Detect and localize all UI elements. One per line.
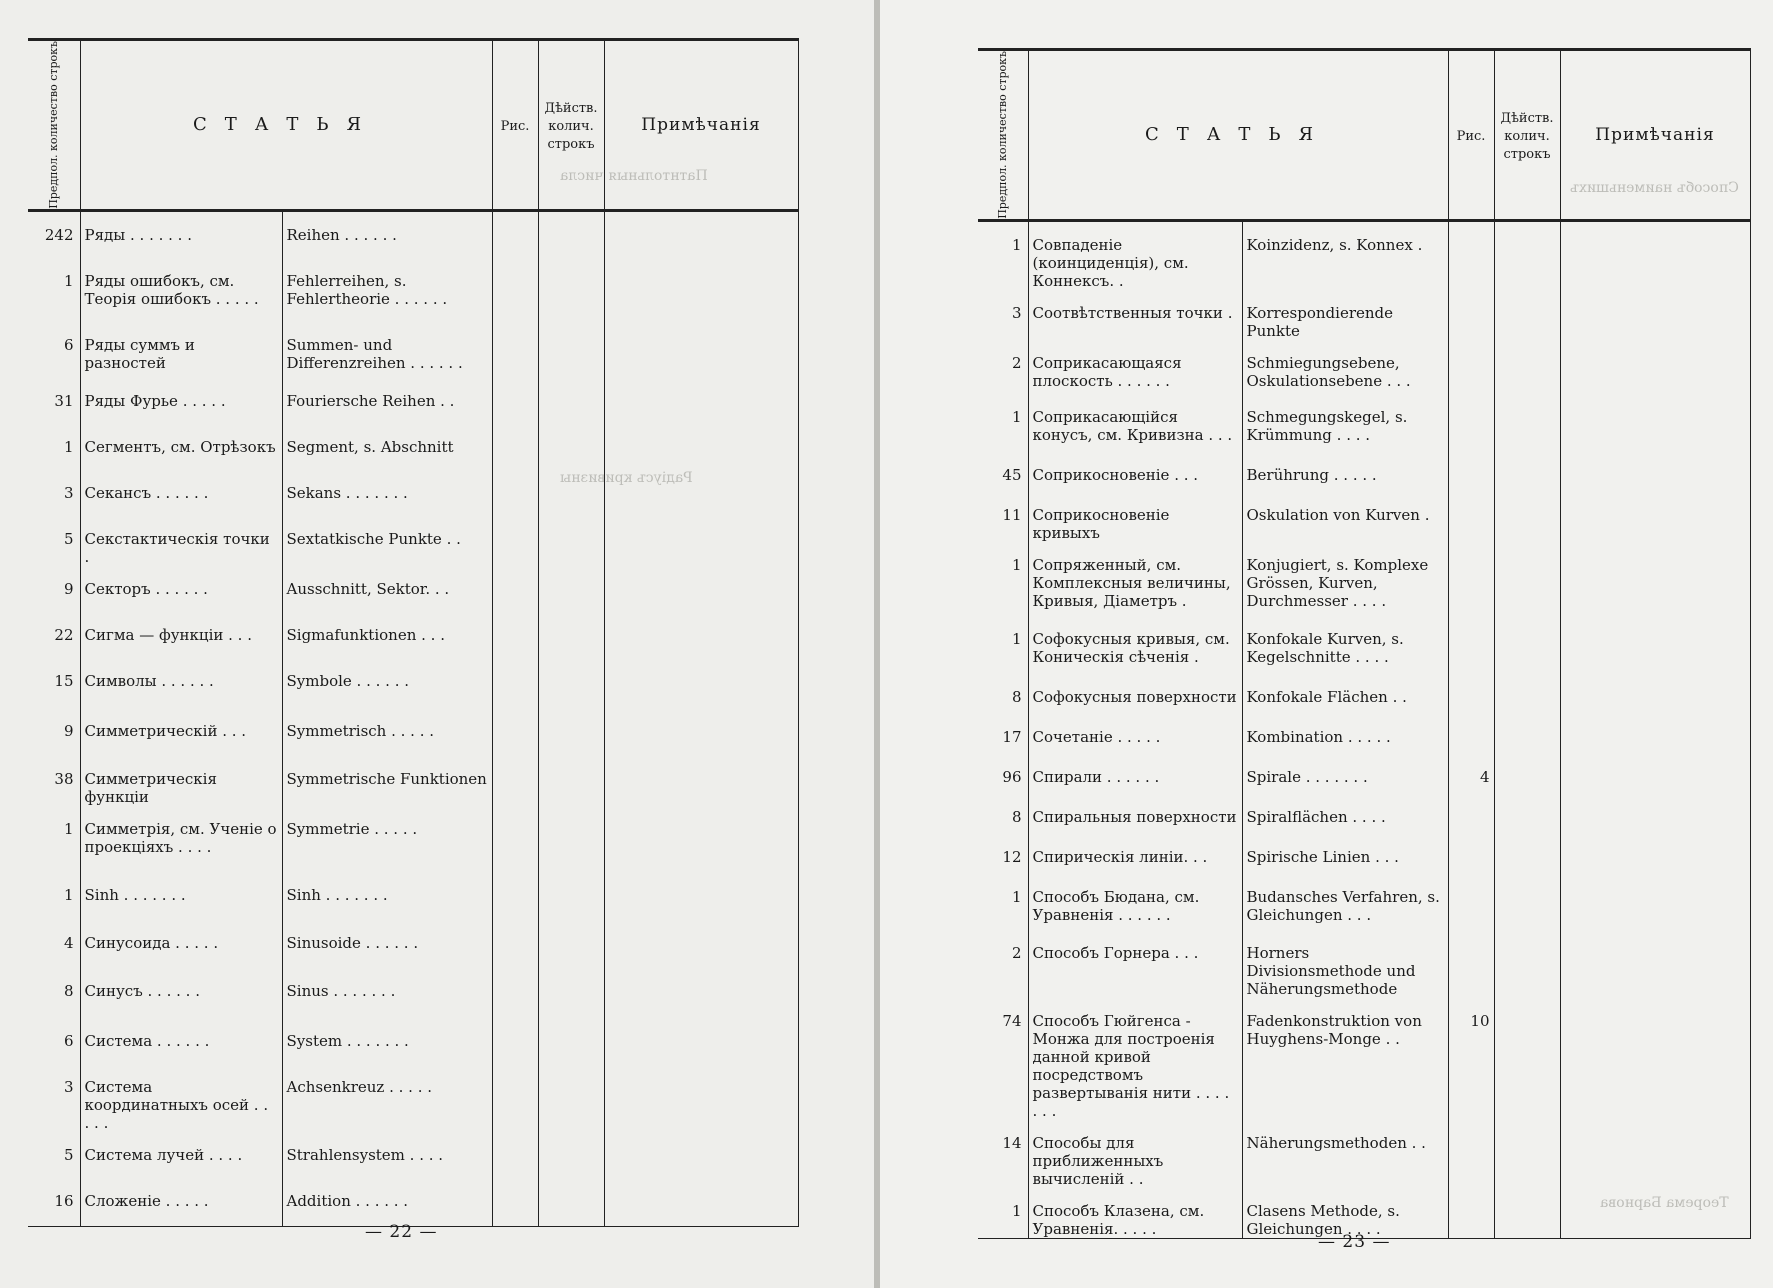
figure-count-cell	[492, 516, 538, 566]
actual-count-cell	[1494, 674, 1560, 714]
qty-cell: 1	[28, 258, 80, 322]
german-term-cell: Fehlerreihen, s. Fehlertheorie . . . . . .	[282, 258, 492, 322]
figure-count-cell	[1448, 1120, 1494, 1188]
german-term-cell: Kombination . . . . .	[1242, 714, 1448, 754]
figure-count-cell	[1448, 834, 1494, 874]
qty-cell: 5	[28, 1132, 80, 1178]
notes-cell	[604, 1132, 798, 1178]
figure-count-cell	[1448, 1188, 1494, 1239]
qty-cell: 74	[978, 998, 1028, 1120]
table-row	[978, 930, 1750, 998]
table-row	[978, 754, 1750, 794]
actual-count-cell	[1494, 714, 1560, 754]
actual-count-cell	[1494, 794, 1560, 834]
qty-cell: 4	[28, 920, 80, 968]
notes-cell	[604, 378, 798, 424]
russian-term-cell: Способъ Клазена, см. Уравненія. . . . .	[1028, 1188, 1242, 1239]
qty-cell: 1	[978, 874, 1028, 930]
russian-term-cell: Симметрическій . . .	[80, 708, 282, 756]
table-row	[978, 616, 1750, 674]
german-term-cell: Fadenkonstruktion von Huyghens-Monge . .	[1242, 998, 1448, 1120]
actual-count-cell	[1494, 290, 1560, 340]
actual-count-cell	[1494, 492, 1560, 542]
german-term-cell: Segment, s. Abschnitt	[282, 424, 492, 470]
table-row	[28, 1018, 798, 1064]
russian-term-cell: Сигма — функціи . . .	[80, 612, 282, 658]
german-term-cell: Konfokale Kurven, s. Kegelschnitte . . . .	[1242, 616, 1448, 674]
table-row	[978, 674, 1750, 714]
german-term-cell: Sinh . . . . . . .	[282, 872, 492, 920]
german-term-cell: Sinusoide . . . . . .	[282, 920, 492, 968]
actual-count-cell	[1494, 452, 1560, 492]
russian-term-cell: Софокусныя поверхности	[1028, 674, 1242, 714]
figure-count-cell: 10	[1448, 998, 1494, 1120]
table-row	[978, 834, 1750, 874]
german-term-cell: Spirale . . . . . . .	[1242, 754, 1448, 794]
table-row	[978, 394, 1750, 452]
german-term-cell: Ausschnitt, Sektor. . .	[282, 566, 492, 612]
german-term-cell: Fouriersche Reihen . .	[282, 378, 492, 424]
actual-count-cell	[1494, 340, 1560, 394]
figure-count-cell	[492, 258, 538, 322]
russian-term-cell: Система координатныхъ осей . . . . .	[80, 1064, 282, 1132]
figure-count-cell	[1448, 220, 1494, 290]
russian-term-cell: Способъ Гюйгенса - Монжа для построенія данной кривой посредствомъ развертыванія нити . . . . . . .	[1028, 998, 1242, 1120]
table-row	[28, 708, 798, 756]
qty-cell: 45	[978, 452, 1028, 492]
russian-term-cell: Секстактическія точки .	[80, 516, 282, 566]
german-term-cell: Strahlensystem . . . .	[282, 1132, 492, 1178]
qty-cell: 242	[28, 210, 80, 258]
actual-count-cell	[1494, 834, 1560, 874]
qty-cell: 8	[28, 968, 80, 1018]
notes-cell	[1560, 998, 1750, 1120]
russian-term-cell: Секторъ . . . . . .	[80, 566, 282, 612]
russian-term-cell: Символы . . . . . .	[80, 658, 282, 708]
notes-cell	[604, 1018, 798, 1064]
german-term-cell: Schmegungskegel, s. Krümmung . . . .	[1242, 394, 1448, 452]
table-row	[978, 542, 1750, 616]
table-row	[978, 874, 1750, 930]
russian-term-cell: Спиральныя поверхности	[1028, 794, 1242, 834]
qty-cell: 1	[28, 424, 80, 470]
russian-term-cell: Ряды ошибокъ, см. Теорія ошибокъ . . . . .	[80, 258, 282, 322]
qty-cell: 11	[978, 492, 1028, 542]
figure-count-cell	[1448, 616, 1494, 674]
table-row	[978, 714, 1750, 754]
russian-term-cell: Спирали . . . . . .	[1028, 754, 1242, 794]
russian-term-cell: Ряды суммъ и разностей	[80, 322, 282, 378]
notes-cell	[604, 1178, 798, 1226]
german-term-cell: Achsenkreuz . . . . .	[282, 1064, 492, 1132]
notes-cell	[1560, 794, 1750, 834]
actual-count-cell	[1494, 998, 1560, 1120]
actual-count-cell	[538, 872, 604, 920]
russian-term-cell: Способы для приближенныхъ вычисленій . .	[1028, 1120, 1242, 1188]
figure-count-cell	[1448, 874, 1494, 930]
figure-count-cell	[492, 708, 538, 756]
figure-count-cell	[1448, 930, 1494, 998]
qty-cell: 96	[978, 754, 1028, 794]
figure-count-cell	[1448, 340, 1494, 394]
bleed-through-text: Способъ наименьшихъ	[1570, 180, 1739, 196]
actual-count-cell	[538, 210, 604, 258]
table-row	[28, 516, 798, 566]
russian-term-cell: Ряды Фурье . . . . .	[80, 378, 282, 424]
actual-count-cell	[538, 258, 604, 322]
table-row	[28, 806, 798, 872]
actual-count-cell	[538, 708, 604, 756]
russian-term-cell: Способъ Горнера . . .	[1028, 930, 1242, 998]
german-term-cell: Addition . . . . . .	[282, 1178, 492, 1226]
table-row	[978, 452, 1750, 492]
left-page	[0, 0, 876, 1288]
qty-cell: 1	[978, 220, 1028, 290]
russian-term-cell: Софокусныя кривыя, см. Коническія сѣченія .	[1028, 616, 1242, 674]
col-header-qty: Предпол. количество строкъ	[978, 50, 1028, 221]
notes-cell	[1560, 674, 1750, 714]
table-row	[978, 794, 1750, 834]
notes-cell	[1560, 340, 1750, 394]
figure-count-cell	[492, 1178, 538, 1226]
notes-cell	[604, 516, 798, 566]
actual-count-cell	[538, 424, 604, 470]
russian-term-cell: Сложеніе . . . . .	[80, 1178, 282, 1226]
qty-cell: 2	[978, 930, 1028, 998]
notes-cell	[604, 1064, 798, 1132]
qty-cell: 6	[28, 322, 80, 378]
german-term-cell: Spiralflächen . . . .	[1242, 794, 1448, 834]
russian-term-cell: Sinh . . . . . . .	[80, 872, 282, 920]
actual-count-cell	[1494, 930, 1560, 998]
table-row	[978, 290, 1750, 340]
figure-count-cell	[1448, 794, 1494, 834]
german-term-cell: Symmetrie . . . . .	[282, 806, 492, 872]
table-row	[28, 470, 798, 516]
qty-cell: 1	[978, 1188, 1028, 1239]
table-row	[28, 258, 798, 322]
col-header-fig: Рис.	[492, 40, 538, 211]
right-page	[880, 0, 1773, 1288]
actual-count-cell	[538, 516, 604, 566]
qty-cell: 2	[978, 340, 1028, 394]
figure-count-cell	[492, 378, 538, 424]
figure-count-cell: 4	[1448, 754, 1494, 794]
figure-count-cell	[1448, 290, 1494, 340]
actual-count-cell	[538, 1132, 604, 1178]
figure-count-cell	[1448, 674, 1494, 714]
table-row	[28, 756, 798, 806]
german-term-cell: Konjugiert, s. Komplexe Grössen, Kurven, Durchmesser . . . .	[1242, 542, 1448, 616]
qty-cell: 9	[28, 708, 80, 756]
actual-count-cell	[538, 1178, 604, 1226]
qty-cell: 3	[978, 290, 1028, 340]
qty-cell: 22	[28, 612, 80, 658]
col-header-fig: Рис.	[1448, 50, 1494, 221]
russian-term-cell: Система . . . . . .	[80, 1018, 282, 1064]
figure-count-cell	[492, 658, 538, 708]
notes-cell	[604, 968, 798, 1018]
notes-cell	[1560, 714, 1750, 754]
qty-cell: 5	[28, 516, 80, 566]
russian-term-cell: Соотвѣтственныя точки .	[1028, 290, 1242, 340]
notes-cell	[1560, 1188, 1750, 1239]
russian-term-cell: Соприкасающійся конусъ, см. Кривизна . . .	[1028, 394, 1242, 452]
german-term-cell: Oskulation von Kurven .	[1242, 492, 1448, 542]
page-number: — 22 —	[365, 1222, 438, 1242]
german-term-cell: Symmetrisch . . . . .	[282, 708, 492, 756]
notes-cell	[1560, 834, 1750, 874]
figure-count-cell	[492, 566, 538, 612]
figure-count-cell	[1448, 714, 1494, 754]
german-term-cell: Koinzidenz, s. Konnex .	[1242, 220, 1448, 290]
figure-count-cell	[1448, 542, 1494, 616]
german-term-cell: Korrespondierende Punkte	[1242, 290, 1448, 340]
actual-count-cell	[538, 806, 604, 872]
german-term-cell: Summen- und Differenzreihen . . . . . .	[282, 322, 492, 378]
col-header-qty: Предпол. количество строкъ	[28, 40, 80, 211]
table-row	[28, 612, 798, 658]
figure-count-cell	[492, 1064, 538, 1132]
actual-count-cell	[1494, 616, 1560, 674]
russian-term-cell: Синусоида . . . . .	[80, 920, 282, 968]
russian-term-cell: Соприкасающаяся плоскость . . . . . .	[1028, 340, 1242, 394]
russian-term-cell: Сочетаніе . . . . .	[1028, 714, 1242, 754]
table-row	[28, 1132, 798, 1178]
notes-cell	[1560, 874, 1750, 930]
notes-cell	[1560, 452, 1750, 492]
qty-cell: 9	[28, 566, 80, 612]
actual-count-cell	[538, 968, 604, 1018]
qty-cell: 12	[978, 834, 1028, 874]
left-ledger-table	[28, 38, 799, 1227]
notes-cell	[604, 566, 798, 612]
qty-cell: 15	[28, 658, 80, 708]
figure-count-cell	[492, 470, 538, 516]
table-row	[28, 322, 798, 378]
german-term-cell: Budansches Verfahren, s. Gleichungen . . .	[1242, 874, 1448, 930]
actual-count-cell	[538, 920, 604, 968]
table-row	[978, 492, 1750, 542]
russian-term-cell: Совпаденіе (коинциденція), см. Коннексъ. .	[1028, 220, 1242, 290]
qty-cell: 14	[978, 1120, 1028, 1188]
actual-count-cell	[1494, 220, 1560, 290]
figure-count-cell	[1448, 452, 1494, 492]
table-row	[28, 210, 798, 258]
figure-count-cell	[492, 920, 538, 968]
qty-cell: 8	[978, 674, 1028, 714]
german-term-cell: Sekans . . . . . . .	[282, 470, 492, 516]
table-row	[28, 1178, 798, 1226]
table-row	[28, 968, 798, 1018]
col-header-article: СТАТЬЯ	[80, 40, 492, 211]
qty-cell: 3	[28, 470, 80, 516]
table-row	[978, 998, 1750, 1120]
german-term-cell: Berührung . . . . .	[1242, 452, 1448, 492]
table-row	[28, 920, 798, 968]
russian-term-cell: Симметрія, см. Ученіе о проекціяхъ . . . .	[80, 806, 282, 872]
actual-count-cell	[538, 612, 604, 658]
german-term-cell: Sinus . . . . . . .	[282, 968, 492, 1018]
table-row	[978, 340, 1750, 394]
actual-count-cell	[538, 322, 604, 378]
col-header-notes: Примѣчанія	[1560, 50, 1750, 221]
col-header-actual: Дѣйств. колич. строкъ	[1494, 50, 1560, 221]
notes-cell	[604, 756, 798, 806]
qty-cell: 1	[28, 872, 80, 920]
qty-cell: 16	[28, 1178, 80, 1226]
russian-term-cell: Соприкосновеніе кривыхъ	[1028, 492, 1242, 542]
figure-count-cell	[492, 1018, 538, 1064]
actual-count-cell	[538, 658, 604, 708]
german-term-cell: Clasens Methode, s. Gleichungen . . . .	[1242, 1188, 1448, 1239]
russian-term-cell: Сопряженный, см. Комплексныя величины, Кривыя, Діаметръ .	[1028, 542, 1242, 616]
russian-term-cell: Система лучей . . . .	[80, 1132, 282, 1178]
actual-count-cell	[1494, 1188, 1560, 1239]
table-row	[978, 1188, 1750, 1239]
actual-count-cell	[1494, 394, 1560, 452]
qty-cell: 1	[28, 806, 80, 872]
german-term-cell: System . . . . . . .	[282, 1018, 492, 1064]
notes-cell	[604, 470, 798, 516]
figure-count-cell	[492, 756, 538, 806]
table-row	[28, 872, 798, 920]
qty-cell: 8	[978, 794, 1028, 834]
qty-cell: 1	[978, 616, 1028, 674]
russian-term-cell: Ряды . . . . . . .	[80, 210, 282, 258]
notes-cell	[604, 658, 798, 708]
german-term-cell: Schmiegungsebene, Oskulationsebene . . .	[1242, 340, 1448, 394]
notes-cell	[1560, 220, 1750, 290]
notes-cell	[1560, 930, 1750, 998]
figure-count-cell	[492, 872, 538, 920]
german-term-cell: Symbole . . . . . .	[282, 658, 492, 708]
german-term-cell: Reihen . . . . . .	[282, 210, 492, 258]
russian-term-cell: Синусъ . . . . . .	[80, 968, 282, 1018]
notes-cell	[1560, 754, 1750, 794]
right-ledger-table	[978, 48, 1751, 1239]
actual-count-cell	[1494, 874, 1560, 930]
qty-cell: 6	[28, 1018, 80, 1064]
actual-count-cell	[538, 1018, 604, 1064]
figure-count-cell	[1448, 394, 1494, 452]
table-row	[28, 1064, 798, 1132]
table-row	[28, 424, 798, 470]
notes-cell	[1560, 542, 1750, 616]
notes-cell	[604, 612, 798, 658]
col-header-article: СТАТЬЯ	[1028, 50, 1448, 221]
qty-cell: 3	[28, 1064, 80, 1132]
notes-cell	[604, 872, 798, 920]
actual-count-cell	[538, 566, 604, 612]
russian-term-cell: Спирическія линіи. . .	[1028, 834, 1242, 874]
notes-cell	[604, 806, 798, 872]
german-term-cell: Spirische Linien . . .	[1242, 834, 1448, 874]
actual-count-cell	[538, 1064, 604, 1132]
qty-cell: 31	[28, 378, 80, 424]
col-header-notes: Примѣчанія	[604, 40, 798, 211]
notes-cell	[1560, 616, 1750, 674]
russian-term-cell: Сегментъ, см. Отрѣзокъ	[80, 424, 282, 470]
russian-term-cell: Секансъ . . . . . .	[80, 470, 282, 516]
notes-cell	[604, 258, 798, 322]
right-ledger-body	[978, 220, 1750, 1238]
figure-count-cell	[492, 612, 538, 658]
russian-term-cell: Способъ Бюдана, см. Уравненія . . . . . .	[1028, 874, 1242, 930]
notes-cell	[604, 424, 798, 470]
bleed-through-text: Теорема Барнова	[1600, 1195, 1729, 1211]
notes-cell	[604, 920, 798, 968]
table-row	[978, 220, 1750, 290]
actual-count-cell	[538, 378, 604, 424]
german-term-cell: Konfokale Flächen . .	[1242, 674, 1448, 714]
col-header-actual: Дѣйств. колич. строкъ	[538, 40, 604, 211]
actual-count-cell	[1494, 542, 1560, 616]
notes-cell	[604, 210, 798, 258]
figure-count-cell	[492, 424, 538, 470]
figure-count-cell	[492, 1132, 538, 1178]
figure-count-cell	[492, 968, 538, 1018]
qty-cell: 1	[978, 394, 1028, 452]
german-term-cell: Sextatkische Punkte . .	[282, 516, 492, 566]
figure-count-cell	[1448, 492, 1494, 542]
notes-cell	[1560, 290, 1750, 340]
german-term-cell: Symmetrische Funktionen	[282, 756, 492, 806]
figure-count-cell	[492, 210, 538, 258]
figure-count-cell	[492, 806, 538, 872]
actual-count-cell	[1494, 754, 1560, 794]
table-row	[28, 378, 798, 424]
left-ledger-body	[28, 210, 798, 1226]
figure-count-cell	[492, 322, 538, 378]
notes-cell	[604, 708, 798, 756]
table-row	[978, 1120, 1750, 1188]
russian-term-cell: Соприкосновеніе . . .	[1028, 452, 1242, 492]
notes-cell	[1560, 492, 1750, 542]
bleed-through-text: Патнтольныя числа	[560, 168, 708, 184]
german-term-cell: Näherungsmethoden . .	[1242, 1120, 1448, 1188]
russian-term-cell: Симметрическія функціи	[80, 756, 282, 806]
qty-cell: 38	[28, 756, 80, 806]
notes-cell	[604, 322, 798, 378]
notes-cell	[1560, 1120, 1750, 1188]
qty-cell: 1	[978, 542, 1028, 616]
notes-cell	[1560, 394, 1750, 452]
actual-count-cell	[1494, 1120, 1560, 1188]
table-row	[28, 566, 798, 612]
actual-count-cell	[538, 470, 604, 516]
german-term-cell: Sigmafunktionen . . .	[282, 612, 492, 658]
page-number: — 23 —	[1318, 1232, 1391, 1252]
table-row	[28, 658, 798, 708]
actual-count-cell	[538, 756, 604, 806]
qty-cell: 17	[978, 714, 1028, 754]
bleed-through-text: Радіусъ кривизны	[560, 470, 693, 486]
german-term-cell: Horners Divisionsmethode und Näherungsmethode	[1242, 930, 1448, 998]
